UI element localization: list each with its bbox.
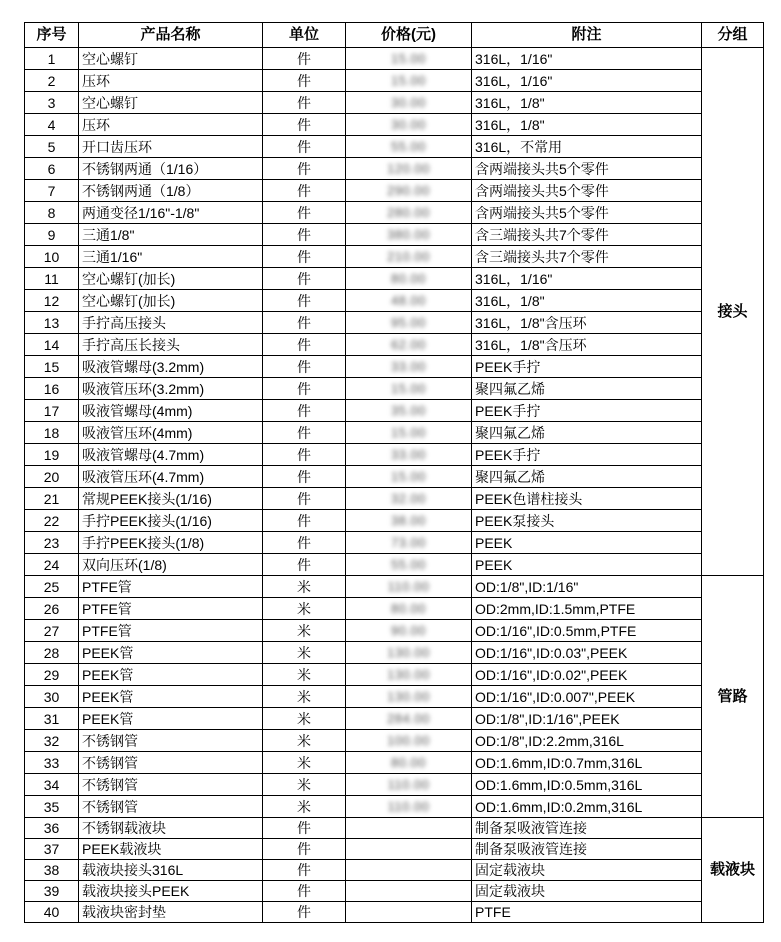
blurred-price: 33.00: [390, 447, 427, 462]
table-row: [25, 708, 764, 730]
price-cell: [346, 290, 472, 312]
header-unit: 单位: [263, 23, 346, 48]
blurred-price: 15.00: [390, 425, 427, 440]
unit-cell: 件: [263, 860, 346, 881]
price-cell: [346, 378, 472, 400]
price-cell: [346, 48, 472, 70]
blurred-price: 210.00: [387, 249, 430, 264]
table-row: [25, 92, 764, 114]
row-seq-cell: 30: [25, 686, 79, 708]
unit-cell: 件: [263, 48, 346, 70]
blurred-price: 80.00: [390, 755, 427, 770]
table-row: [25, 202, 764, 224]
product-name-cell: 空心螺钉(加长): [79, 268, 263, 290]
price-cell: [346, 356, 472, 378]
unit-cell: 件: [263, 268, 346, 290]
table-header: [25, 23, 764, 48]
blurred-price: 280.00: [387, 205, 430, 220]
note-cell: OD:1/8",ID:1/16",PEEK: [472, 708, 702, 730]
row-seq-cell: 19: [25, 444, 79, 466]
product-name-cell: 载液块接头PEEK: [79, 881, 263, 902]
product-name-cell: 吸液管压环(4.7mm): [79, 466, 263, 488]
product-name-cell: PTFE管: [79, 576, 263, 598]
note-cell: PEEK泵接头: [472, 510, 702, 532]
blurred-price: 15.00: [390, 73, 427, 88]
unit-cell: 米: [263, 752, 346, 774]
row-seq-cell: 33: [25, 752, 79, 774]
note-cell: PEEK: [472, 554, 702, 576]
unit-cell: 件: [263, 378, 346, 400]
row-seq-cell: 13: [25, 312, 79, 334]
table-row: [25, 839, 764, 860]
note-cell: PEEK手拧: [472, 444, 702, 466]
product-name-cell: 空心螺钉: [79, 92, 263, 114]
table-row: [25, 114, 764, 136]
table-row: [25, 664, 764, 686]
table-row: [25, 510, 764, 532]
table-row: [25, 224, 764, 246]
product-name-cell: 三通1/16": [79, 246, 263, 268]
note-cell: 316L，1/16": [472, 48, 702, 70]
price-cell: [346, 708, 472, 730]
price-cell: [346, 488, 472, 510]
blurred-price: 73.00: [390, 535, 427, 550]
table-row: [25, 246, 764, 268]
unit-cell: 件: [263, 510, 346, 532]
note-cell: 固定载液块: [472, 860, 702, 881]
price-cell: [346, 466, 472, 488]
product-name-cell: PEEK管: [79, 686, 263, 708]
table-row: [25, 686, 764, 708]
product-name-cell: 吸液管压环(3.2mm): [79, 378, 263, 400]
price-cell: [346, 730, 472, 752]
row-seq-cell: 1: [25, 48, 79, 70]
blurred-price: 15.00: [390, 381, 427, 396]
unit-cell: 件: [263, 180, 346, 202]
table-row: [25, 488, 764, 510]
price-cell: [346, 334, 472, 356]
note-cell: 含三端接头共7个零件: [472, 246, 702, 268]
price-cell: [346, 686, 472, 708]
note-cell: 制备泵吸液管连接: [472, 818, 702, 839]
header-price: 价格(元): [346, 23, 472, 48]
row-seq-cell: 5: [25, 136, 79, 158]
price-cell: [346, 839, 472, 860]
blurred-price: 80.00: [390, 271, 427, 286]
table-row: [25, 774, 764, 796]
row-seq-cell: 9: [25, 224, 79, 246]
product-name-cell: 空心螺钉(加长): [79, 290, 263, 312]
header-product-name: 产品名称: [79, 23, 263, 48]
table-row: [25, 642, 764, 664]
table-row: [25, 796, 764, 818]
table-body: [25, 48, 764, 923]
row-seq-cell: 26: [25, 598, 79, 620]
price-sheet: [24, 22, 764, 923]
row-seq-cell: 39: [25, 881, 79, 902]
blurred-price: 15.00: [390, 469, 427, 484]
unit-cell: 米: [263, 598, 346, 620]
table-row: [25, 730, 764, 752]
table-row: [25, 466, 764, 488]
table-row: [25, 444, 764, 466]
row-seq-cell: 24: [25, 554, 79, 576]
unit-cell: 件: [263, 356, 346, 378]
blurred-price: 15.00: [390, 51, 427, 66]
table-row: [25, 180, 764, 202]
row-seq-cell: 36: [25, 818, 79, 839]
note-cell: 316L，1/8"含压环: [472, 334, 702, 356]
table-row: [25, 136, 764, 158]
row-seq-cell: 22: [25, 510, 79, 532]
note-cell: OD:1.6mm,ID:0.7mm,316L: [472, 752, 702, 774]
note-cell: 聚四氟乙烯: [472, 422, 702, 444]
unit-cell: 件: [263, 400, 346, 422]
product-name-cell: 不锈钢管: [79, 796, 263, 818]
unit-cell: 米: [263, 686, 346, 708]
row-seq-cell: 15: [25, 356, 79, 378]
unit-cell: 件: [263, 224, 346, 246]
table-row: [25, 554, 764, 576]
blurred-price: 32.00: [390, 491, 427, 506]
price-cell: [346, 422, 472, 444]
product-name-cell: PTFE管: [79, 598, 263, 620]
blurred-price: 55.00: [390, 557, 427, 572]
row-seq-cell: 3: [25, 92, 79, 114]
row-seq-cell: 40: [25, 902, 79, 923]
row-seq-cell: 35: [25, 796, 79, 818]
price-cell: [346, 92, 472, 114]
blurred-price: 380.00: [387, 227, 430, 242]
table-row: [25, 70, 764, 92]
row-seq-cell: 27: [25, 620, 79, 642]
price-cell: [346, 246, 472, 268]
note-cell: OD:1.6mm,ID:0.2mm,316L: [472, 796, 702, 818]
product-name-cell: 手拧高压接头: [79, 312, 263, 334]
note-cell: 316L，1/8"含压环: [472, 312, 702, 334]
unit-cell: 米: [263, 642, 346, 664]
note-cell: 含两端接头共5个零件: [472, 158, 702, 180]
row-seq-cell: 32: [25, 730, 79, 752]
note-cell: 316L，1/16": [472, 70, 702, 92]
unit-cell: 件: [263, 312, 346, 334]
price-cell: [346, 444, 472, 466]
row-seq-cell: 18: [25, 422, 79, 444]
row-seq-cell: 21: [25, 488, 79, 510]
table-row: [25, 378, 764, 400]
product-name-cell: 手拧PEEK接头(1/8): [79, 532, 263, 554]
table-row: [25, 881, 764, 902]
table-row: [25, 860, 764, 881]
note-cell: OD:1.6mm,ID:0.5mm,316L: [472, 774, 702, 796]
table-row: [25, 532, 764, 554]
price-cell: [346, 752, 472, 774]
unit-cell: 件: [263, 202, 346, 224]
table-row: [25, 334, 764, 356]
blurred-price: 35.00: [390, 403, 427, 418]
product-name-cell: 吸液管压环(4mm): [79, 422, 263, 444]
blurred-price: 33.00: [390, 359, 427, 374]
product-name-cell: 三通1/8": [79, 224, 263, 246]
product-name-cell: 不锈钢管: [79, 730, 263, 752]
price-cell: [346, 902, 472, 923]
note-cell: OD:1/16",ID:0.02",PEEK: [472, 664, 702, 686]
row-seq-cell: 10: [25, 246, 79, 268]
unit-cell: 件: [263, 290, 346, 312]
note-cell: 聚四氟乙烯: [472, 466, 702, 488]
price-cell: [346, 620, 472, 642]
blurred-price: 30.00: [390, 95, 427, 110]
unit-cell: 件: [263, 136, 346, 158]
product-name-cell: PEEK管: [79, 708, 263, 730]
note-cell: 316L，不常用: [472, 136, 702, 158]
unit-cell: 米: [263, 664, 346, 686]
note-cell: 316L，1/8": [472, 92, 702, 114]
product-name-cell: PEEK载液块: [79, 839, 263, 860]
blurred-price: 110.00: [387, 579, 430, 594]
note-cell: PEEK手拧: [472, 400, 702, 422]
note-cell: PEEK: [472, 532, 702, 554]
row-seq-cell: 31: [25, 708, 79, 730]
blurred-price: 30.00: [390, 117, 427, 132]
price-cell: [346, 860, 472, 881]
unit-cell: 件: [263, 839, 346, 860]
row-seq-cell: 7: [25, 180, 79, 202]
unit-cell: 米: [263, 796, 346, 818]
table-row: [25, 422, 764, 444]
row-seq-cell: 17: [25, 400, 79, 422]
unit-cell: 米: [263, 576, 346, 598]
product-name-cell: 不锈钢载液块: [79, 818, 263, 839]
row-seq-cell: 23: [25, 532, 79, 554]
product-name-cell: 双向压环(1/8): [79, 554, 263, 576]
product-name-cell: 载液块密封垫: [79, 902, 263, 923]
row-seq-cell: 6: [25, 158, 79, 180]
product-name-cell: 常规PEEK接头(1/16): [79, 488, 263, 510]
header-seq: 序号: [25, 23, 79, 48]
note-cell: OD:1/16",ID:0.03",PEEK: [472, 642, 702, 664]
row-seq-cell: 4: [25, 114, 79, 136]
product-name-cell: 手拧PEEK接头(1/16): [79, 510, 263, 532]
row-seq-cell: 20: [25, 466, 79, 488]
blurred-price: 130.00: [387, 667, 430, 682]
blurred-price: 100.00: [387, 733, 430, 748]
price-cell: [346, 510, 472, 532]
table-row: [25, 902, 764, 923]
row-seq-cell: 16: [25, 378, 79, 400]
table-row: [25, 290, 764, 312]
unit-cell: 米: [263, 708, 346, 730]
price-cell: [346, 224, 472, 246]
product-name-cell: 空心螺钉: [79, 48, 263, 70]
price-cell: [346, 136, 472, 158]
product-name-cell: 两通变径1/16"-1/8": [79, 202, 263, 224]
unit-cell: 件: [263, 818, 346, 839]
note-cell: 316L，1/8": [472, 290, 702, 312]
table-row: [25, 576, 764, 598]
unit-cell: 米: [263, 620, 346, 642]
product-name-cell: PEEK管: [79, 664, 263, 686]
unit-cell: 件: [263, 488, 346, 510]
unit-cell: 件: [263, 70, 346, 92]
price-cell: [346, 202, 472, 224]
blurred-price: 90.00: [390, 623, 427, 638]
row-seq-cell: 38: [25, 860, 79, 881]
unit-cell: 米: [263, 730, 346, 752]
unit-cell: 件: [263, 466, 346, 488]
price-cell: [346, 881, 472, 902]
price-cell: [346, 532, 472, 554]
unit-cell: 件: [263, 334, 346, 356]
price-cell: [346, 598, 472, 620]
price-cell: [346, 158, 472, 180]
price-cell: [346, 312, 472, 334]
product-name-cell: 压环: [79, 114, 263, 136]
product-name-cell: 载液块接头316L: [79, 860, 263, 881]
blurred-price: 284.00: [387, 711, 430, 726]
note-cell: 制备泵吸液管连接: [472, 839, 702, 860]
header-note: 附注: [472, 23, 702, 48]
table-row: [25, 598, 764, 620]
price-cell: [346, 664, 472, 686]
row-seq-cell: 8: [25, 202, 79, 224]
table-row: [25, 400, 764, 422]
header-group: 分组: [702, 23, 764, 48]
price-cell: [346, 554, 472, 576]
blurred-price: 130.00: [387, 689, 430, 704]
product-name-cell: 开口齿压环: [79, 136, 263, 158]
row-seq-cell: 11: [25, 268, 79, 290]
group-cell: 载液块: [702, 818, 764, 923]
note-cell: 固定载液块: [472, 881, 702, 902]
unit-cell: 件: [263, 92, 346, 114]
product-name-cell: 吸液管螺母(4mm): [79, 400, 263, 422]
unit-cell: 件: [263, 114, 346, 136]
price-cell: [346, 642, 472, 664]
table-row: [25, 620, 764, 642]
unit-cell: 件: [263, 881, 346, 902]
unit-cell: 件: [263, 902, 346, 923]
group-cell: 管路: [702, 576, 764, 818]
price-cell: [346, 774, 472, 796]
row-seq-cell: 25: [25, 576, 79, 598]
blurred-price: 130.00: [387, 645, 430, 660]
blurred-price: 55.00: [390, 139, 427, 154]
note-cell: OD:1/8",ID:1/16": [472, 576, 702, 598]
blurred-price: 62.00: [390, 337, 427, 352]
product-name-cell: 不锈钢两通（1/8）: [79, 180, 263, 202]
blurred-price: 48.00: [390, 293, 427, 308]
row-seq-cell: 28: [25, 642, 79, 664]
price-cell: [346, 70, 472, 92]
price-cell: [346, 180, 472, 202]
price-cell: [346, 268, 472, 290]
note-cell: PTFE: [472, 902, 702, 923]
price-table: [24, 22, 764, 923]
row-seq-cell: 29: [25, 664, 79, 686]
table-row: [25, 158, 764, 180]
note-cell: 含三端接头共7个零件: [472, 224, 702, 246]
table-row: [25, 818, 764, 839]
note-cell: OD:2mm,ID:1.5mm,PTFE: [472, 598, 702, 620]
note-cell: OD:1/16",ID:0.5mm,PTFE: [472, 620, 702, 642]
unit-cell: 米: [263, 774, 346, 796]
table-row: [25, 312, 764, 334]
product-name-cell: 不锈钢管: [79, 752, 263, 774]
table-row: [25, 752, 764, 774]
product-name-cell: 压环: [79, 70, 263, 92]
note-cell: 316L，1/16": [472, 268, 702, 290]
blurred-price: 290.00: [387, 183, 430, 198]
table-row: [25, 48, 764, 70]
product-name-cell: 吸液管螺母(4.7mm): [79, 444, 263, 466]
row-seq-cell: 34: [25, 774, 79, 796]
blurred-price: 38.00: [390, 513, 427, 528]
row-seq-cell: 12: [25, 290, 79, 312]
price-cell: [346, 400, 472, 422]
row-seq-cell: 37: [25, 839, 79, 860]
note-cell: PEEK色谱柱接头: [472, 488, 702, 510]
blurred-price: 80.00: [390, 601, 427, 616]
note-cell: OD:1/16",ID:0.007",PEEK: [472, 686, 702, 708]
table-row: [25, 268, 764, 290]
product-name-cell: PTFE管: [79, 620, 263, 642]
unit-cell: 件: [263, 444, 346, 466]
product-name-cell: PEEK管: [79, 642, 263, 664]
product-name-cell: 手拧高压长接头: [79, 334, 263, 356]
price-cell: [346, 114, 472, 136]
note-cell: PEEK手拧: [472, 356, 702, 378]
blurred-price: 120.00: [387, 161, 430, 176]
price-cell: [346, 576, 472, 598]
group-cell: 接头: [702, 48, 764, 576]
note-cell: 含两端接头共5个零件: [472, 202, 702, 224]
product-name-cell: 吸液管螺母(3.2mm): [79, 356, 263, 378]
product-name-cell: 不锈钢管: [79, 774, 263, 796]
row-seq-cell: 14: [25, 334, 79, 356]
unit-cell: 件: [263, 554, 346, 576]
unit-cell: 件: [263, 158, 346, 180]
note-cell: OD:1/8",ID:2.2mm,316L: [472, 730, 702, 752]
product-name-cell: 不锈钢两通（1/16）: [79, 158, 263, 180]
blurred-price: 95.00: [390, 315, 427, 330]
unit-cell: 件: [263, 422, 346, 444]
note-cell: 聚四氟乙烯: [472, 378, 702, 400]
header-row: [25, 23, 764, 48]
note-cell: 含两端接头共5个零件: [472, 180, 702, 202]
row-seq-cell: 2: [25, 70, 79, 92]
table-row: [25, 356, 764, 378]
price-cell: [346, 818, 472, 839]
note-cell: 316L，1/8": [472, 114, 702, 136]
unit-cell: 件: [263, 532, 346, 554]
blurred-price: 110.00: [387, 799, 430, 814]
blurred-price: 110.00: [387, 777, 430, 792]
price-cell: [346, 796, 472, 818]
unit-cell: 件: [263, 246, 346, 268]
